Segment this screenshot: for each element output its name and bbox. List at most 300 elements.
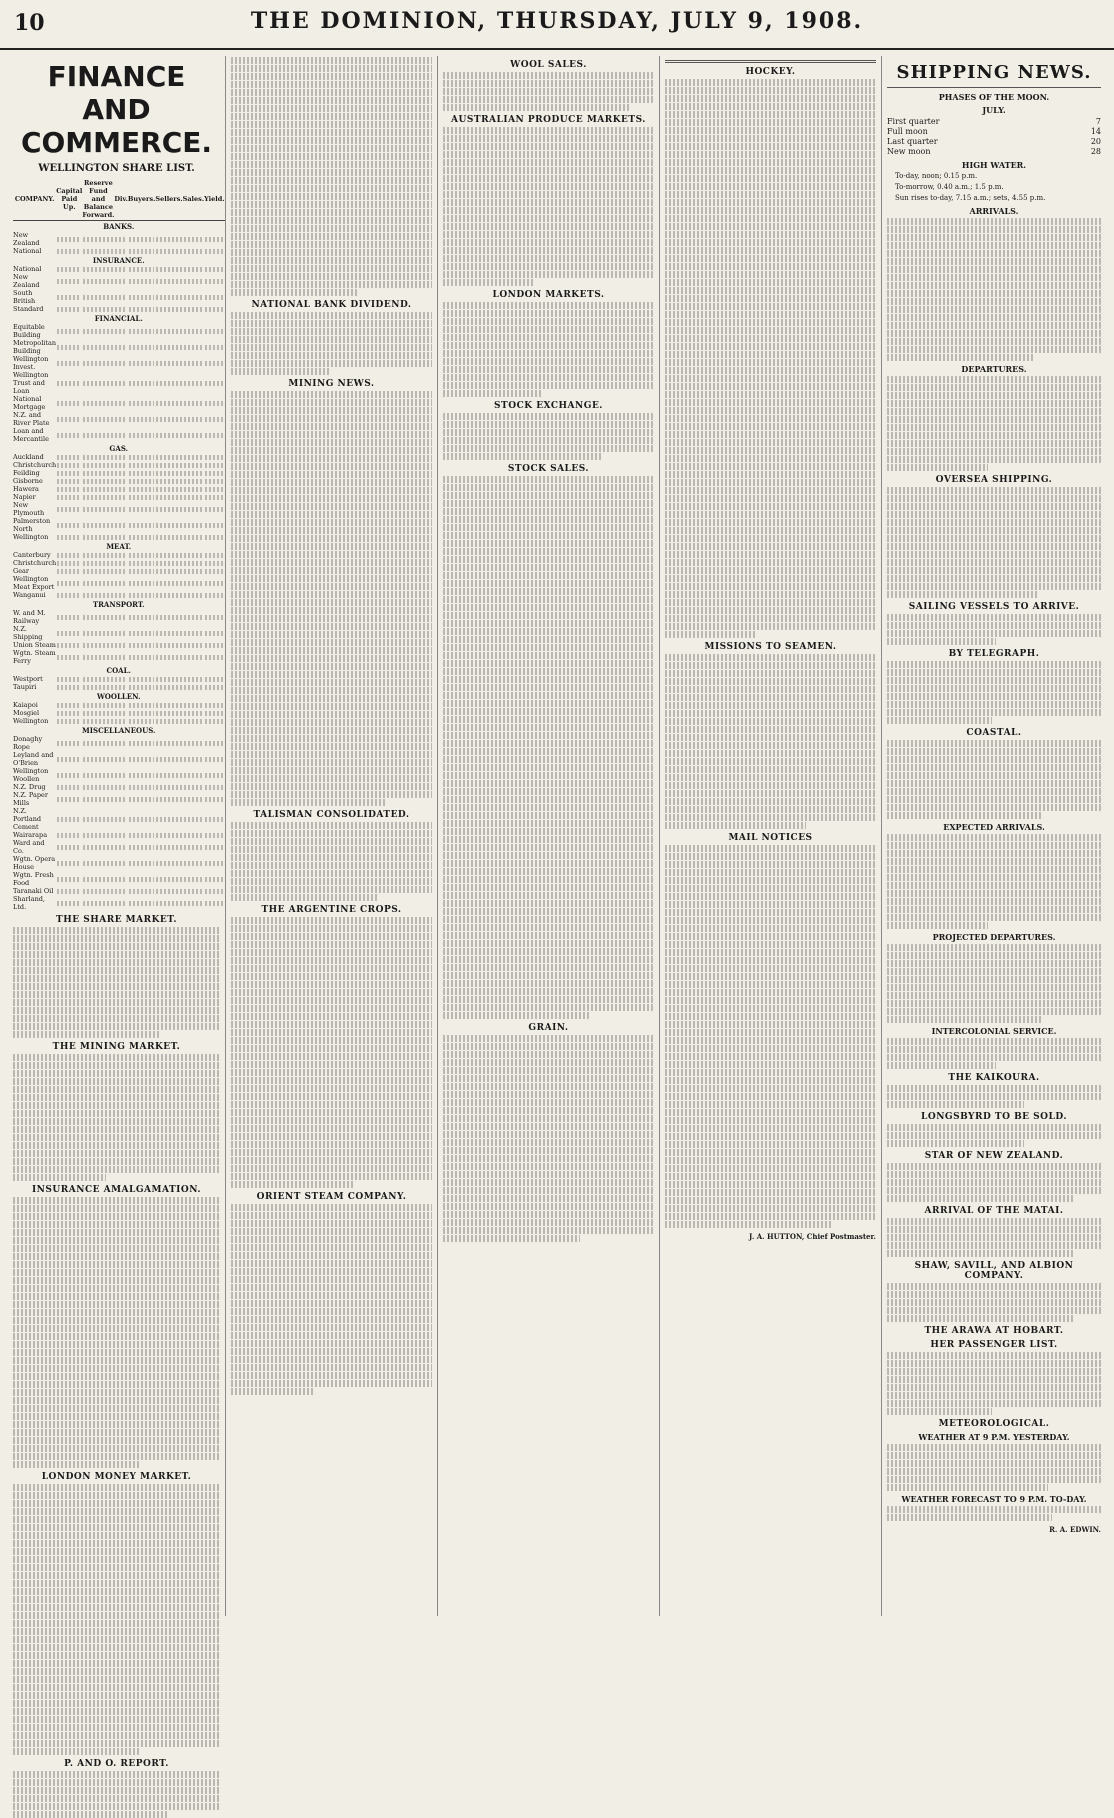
text-line [665, 774, 876, 781]
share-company: N.Z. Paper Mills [13, 791, 48, 807]
text-line [13, 1413, 220, 1420]
text-line [231, 129, 432, 136]
text-line [665, 207, 876, 214]
text-line [665, 303, 876, 310]
text-line [887, 992, 1101, 999]
text-line [13, 1453, 220, 1460]
column-two [226, 56, 438, 1616]
share-row [13, 609, 225, 625]
text-line [887, 748, 1101, 755]
share-figure [114, 339, 128, 355]
share-figure [82, 649, 114, 665]
text-line [231, 759, 432, 766]
text-line [665, 933, 876, 940]
share-figure [114, 609, 128, 625]
text-line [231, 1021, 432, 1028]
text-line [443, 1012, 589, 1019]
share-company: National Mortgage [13, 395, 46, 411]
text-line [887, 1234, 1101, 1241]
text-line [443, 437, 654, 444]
text-line [887, 960, 1101, 967]
share-figure [155, 839, 182, 855]
share-figure [82, 453, 114, 461]
share-figure [82, 701, 114, 709]
text-line [443, 374, 654, 381]
share-figure [56, 485, 82, 493]
text-line [443, 748, 654, 755]
text-line [13, 1461, 139, 1468]
text-line [665, 159, 876, 166]
text-line [665, 535, 876, 542]
share-figure [155, 427, 182, 443]
share-figure [183, 551, 204, 559]
share-figure [183, 371, 204, 395]
text-line [13, 1007, 220, 1014]
text-line [443, 564, 654, 571]
text-line [231, 870, 432, 877]
share-figure [114, 265, 128, 273]
text-line [231, 917, 432, 924]
text-line [231, 687, 432, 694]
share-table [13, 178, 225, 911]
text-line [665, 111, 876, 118]
text-line [443, 492, 654, 499]
share-category: WOOLLEN. [96, 692, 141, 701]
share-company: National [13, 265, 42, 273]
text-line [13, 1269, 220, 1276]
text-line [443, 104, 629, 111]
text-line [231, 1332, 432, 1339]
text-line [231, 1300, 432, 1307]
share-figure [128, 427, 155, 443]
share-figure [183, 461, 204, 469]
share-figure [183, 895, 204, 911]
text-line [231, 838, 432, 845]
share-figure [155, 289, 182, 305]
share-figure [204, 895, 224, 911]
article-heading: STOCK EXCHANGE. [494, 401, 603, 411]
text-line [665, 87, 876, 94]
share-figure [204, 453, 224, 461]
text-line [443, 88, 654, 95]
text-line [443, 740, 654, 747]
text-line [231, 735, 432, 742]
text-line [665, 143, 876, 150]
column-four [660, 56, 882, 1616]
text-line [443, 390, 542, 397]
share-figure [155, 855, 182, 871]
text-line [887, 440, 1101, 447]
text-line [443, 708, 654, 715]
share-figure [128, 675, 155, 683]
text-line [231, 1141, 432, 1148]
share-row [13, 493, 225, 501]
share-figure [183, 469, 204, 477]
share-row [13, 453, 225, 461]
text-line [887, 1054, 1101, 1061]
share-figure [56, 517, 82, 533]
share-figure [183, 767, 204, 783]
share-figure [56, 427, 82, 443]
share-figure [128, 265, 155, 273]
text-line [887, 717, 992, 724]
share-figure [56, 411, 82, 427]
share-row [13, 683, 225, 691]
text-line [13, 1158, 220, 1165]
text-line [665, 615, 876, 622]
text-line [231, 1276, 432, 1283]
share-row [13, 641, 225, 649]
share-figure [155, 641, 182, 649]
text-line [665, 247, 876, 254]
text-line [665, 575, 876, 582]
text-line [231, 743, 432, 750]
text-line [231, 591, 432, 598]
text-line [887, 519, 1101, 526]
share-figure [82, 265, 114, 273]
share-figure [204, 649, 224, 665]
moon-title: PHASES OF THE MOON. [938, 92, 1050, 102]
text-line [887, 1062, 996, 1069]
text-line [443, 940, 654, 947]
article-heading: THE MINING MARKET. [52, 1042, 181, 1052]
text-line [443, 596, 654, 603]
share-figure [204, 533, 224, 541]
share-figure [114, 371, 128, 395]
text-line [231, 973, 432, 980]
text-line [231, 1165, 432, 1172]
share-figure [155, 609, 182, 625]
article-heading: INSURANCE AMALGAMATION. [31, 1185, 202, 1195]
share-figure [204, 427, 224, 443]
text-line [443, 413, 654, 420]
share-figure [82, 591, 114, 599]
text-line [231, 575, 432, 582]
share-figure [204, 641, 224, 649]
share-company: Wellington [13, 533, 49, 541]
share-figure [155, 323, 182, 339]
share-figure [155, 887, 182, 895]
text-line [443, 948, 654, 955]
high-water-line: To-morrow, 0.40 a.m.; 1.5 p.m. [895, 183, 1004, 191]
text-line [231, 344, 432, 351]
text-line [13, 1301, 220, 1308]
share-figure [114, 273, 128, 289]
share-company: Wairarapa [13, 831, 48, 839]
text-line [13, 1110, 220, 1117]
text-line [13, 1078, 220, 1085]
share-figure [82, 477, 114, 485]
share-table-header [13, 178, 225, 221]
share-figure [82, 559, 114, 567]
share-figure [128, 533, 155, 541]
share-figure [82, 551, 114, 559]
share-figure [204, 855, 224, 871]
text-line [665, 1077, 876, 1084]
share-figure [128, 839, 155, 855]
share-company: Equitable Building [13, 323, 45, 339]
text-line [443, 1043, 654, 1050]
text-line [443, 255, 654, 262]
text-line [443, 732, 654, 739]
body-text-block [887, 376, 1101, 471]
share-figure [155, 895, 182, 911]
text-line [443, 548, 654, 555]
text-line [887, 661, 1101, 668]
text-line [231, 320, 432, 327]
text-line [443, 644, 654, 651]
share-figure [82, 485, 114, 493]
text-line [665, 407, 876, 414]
share-figure [128, 609, 155, 625]
text-line [665, 1021, 876, 1028]
share-figure [204, 355, 224, 371]
text-line [887, 685, 1101, 692]
share-figure [128, 575, 155, 591]
text-line [13, 983, 220, 990]
text-line [231, 583, 432, 590]
share-figure [82, 609, 114, 625]
text-line [231, 791, 432, 798]
share-figure [56, 273, 82, 289]
text-line [231, 209, 432, 216]
moon-phase-name: First quarter [887, 117, 940, 126]
share-figure [56, 533, 82, 541]
text-line [665, 758, 876, 765]
share-category: MEAT. [106, 542, 132, 551]
share-list-title: WELLINGTON SHARE LIST. [38, 163, 195, 174]
text-line [665, 909, 876, 916]
share-company: Wgtn. Steam Ferry [13, 649, 56, 665]
text-line [13, 1779, 220, 1786]
share-company: Canterbury [13, 551, 51, 559]
text-line [231, 1316, 432, 1323]
share-figure [183, 701, 204, 709]
share-figure [183, 609, 204, 625]
share-figure [56, 575, 82, 591]
share-figure [56, 501, 82, 517]
text-line [887, 290, 1101, 297]
text-line [13, 1397, 220, 1404]
text-line [231, 391, 432, 398]
text-line [231, 671, 432, 678]
share-figure [56, 591, 82, 599]
text-line [887, 1171, 1101, 1178]
text-line [231, 551, 432, 558]
column-three [438, 56, 660, 1616]
share-figure [183, 477, 204, 485]
text-line [887, 551, 1101, 558]
share-row [13, 501, 225, 517]
text-line [231, 399, 432, 406]
body-text-block [887, 944, 1101, 1023]
text-line [887, 583, 1101, 590]
text-line [665, 543, 876, 550]
share-figure [183, 493, 204, 501]
text-line [231, 647, 432, 654]
text-line [665, 1053, 876, 1060]
share-category-row [13, 665, 225, 675]
text-line [13, 1285, 220, 1292]
share-row [13, 371, 225, 395]
share-company: Taupiri [13, 683, 37, 691]
article-heading: SAILING VESSELS TO ARRIVE. [908, 602, 1080, 612]
share-row [13, 675, 225, 683]
text-line [443, 532, 654, 539]
share-figure [128, 477, 155, 485]
moon-phase-name: Full moon [887, 127, 928, 136]
text-line [443, 724, 654, 731]
text-line [231, 495, 432, 502]
share-figure [114, 517, 128, 533]
text-line [665, 415, 876, 422]
text-line [887, 780, 1101, 787]
text-line [231, 463, 432, 470]
text-line [13, 1245, 220, 1252]
text-line [443, 796, 654, 803]
text-line [887, 559, 1101, 566]
text-line [443, 199, 654, 206]
share-figure [155, 395, 182, 411]
text-line [443, 183, 654, 190]
text-line [231, 527, 432, 534]
text-line [887, 1408, 992, 1415]
body-text-block [887, 1352, 1101, 1415]
article-heading: WOOL SALES. [510, 60, 587, 70]
text-line [665, 798, 876, 805]
text-line [887, 1093, 1101, 1100]
text-line [887, 338, 1101, 345]
text-line [887, 1468, 1101, 1475]
text-line [887, 1226, 1101, 1233]
text-line [231, 615, 432, 622]
share-figure [128, 323, 155, 339]
share-figure [82, 855, 114, 871]
text-line [13, 1795, 220, 1802]
text-line [665, 343, 876, 350]
text-line [13, 999, 220, 1006]
share-figure [183, 683, 204, 691]
share-figure [128, 453, 155, 461]
share-category: FINANCIAL. [94, 314, 143, 323]
share-figure [155, 453, 182, 461]
text-line [231, 1037, 432, 1044]
text-line [665, 591, 876, 598]
share-company: Hawera [13, 485, 39, 493]
text-line [665, 1109, 876, 1116]
text-line [887, 1368, 1101, 1375]
text-line [231, 1212, 432, 1219]
text-line [231, 1029, 432, 1036]
text-line [231, 767, 432, 774]
text-line [443, 151, 654, 158]
body-text-block [231, 1204, 432, 1395]
share-row [13, 395, 225, 411]
text-line [443, 604, 654, 611]
text-line [13, 1174, 106, 1181]
text-line [443, 628, 654, 635]
high-water-line: To-day, noon; 0.15 p.m. [895, 172, 978, 180]
share-figure [82, 493, 114, 501]
text-line [231, 862, 432, 869]
text-line [665, 782, 876, 789]
text-line [887, 543, 1101, 550]
text-line [887, 677, 1101, 684]
text-line [887, 1352, 1101, 1359]
text-line [665, 1173, 876, 1180]
text-line [231, 957, 432, 964]
share-figure [82, 839, 114, 855]
weather-signature: R. A. EDWIN. [1049, 1525, 1101, 1534]
text-line [13, 1277, 220, 1284]
text-line [231, 487, 432, 494]
share-figure [183, 485, 204, 493]
text-line [231, 1149, 432, 1156]
text-line [665, 567, 876, 574]
text-line [887, 906, 1101, 913]
text-line [231, 1173, 432, 1180]
share-figure [82, 625, 114, 641]
share-figure [56, 839, 82, 855]
share-figure [56, 567, 82, 575]
text-line [887, 400, 1101, 407]
share-figure [128, 355, 155, 371]
text-line [443, 524, 654, 531]
share-company: Palmerston North [13, 517, 51, 533]
share-figure [82, 791, 114, 807]
share-company: Auckland [13, 453, 44, 461]
text-line [887, 218, 1101, 225]
share-figure [114, 783, 128, 791]
text-line [13, 975, 220, 982]
text-line [231, 878, 432, 885]
text-line [443, 453, 601, 460]
text-line [665, 327, 876, 334]
text-line [13, 1102, 220, 1109]
share-figure [155, 501, 182, 517]
text-line [665, 885, 876, 892]
text-line [887, 834, 1101, 841]
text-line [665, 79, 876, 86]
share-figure [56, 265, 82, 273]
body-text-block [443, 72, 654, 111]
share-figure [155, 493, 182, 501]
share-figure [183, 831, 204, 839]
text-line [443, 876, 654, 883]
text-line [231, 1268, 432, 1275]
share-row [13, 533, 225, 541]
text-line [887, 487, 1101, 494]
share-figure [114, 871, 128, 887]
text-line [665, 375, 876, 382]
share-figure [204, 461, 224, 469]
text-line [443, 556, 654, 563]
shipping-section: EXPECTED ARRIVALS. [943, 822, 1045, 832]
text-line [887, 1124, 1101, 1131]
share-figure [56, 871, 82, 887]
text-line [887, 1085, 1101, 1092]
text-line [665, 191, 876, 198]
article-heading: ORIENT STEAM COMPANY. [256, 1192, 407, 1202]
text-line [443, 350, 654, 357]
share-figure [183, 501, 204, 517]
share-category-row [13, 599, 225, 609]
text-line [231, 479, 432, 486]
text-line [231, 1204, 432, 1211]
text-line [665, 1149, 876, 1156]
share-figure [183, 395, 204, 411]
text-line [443, 1219, 654, 1226]
